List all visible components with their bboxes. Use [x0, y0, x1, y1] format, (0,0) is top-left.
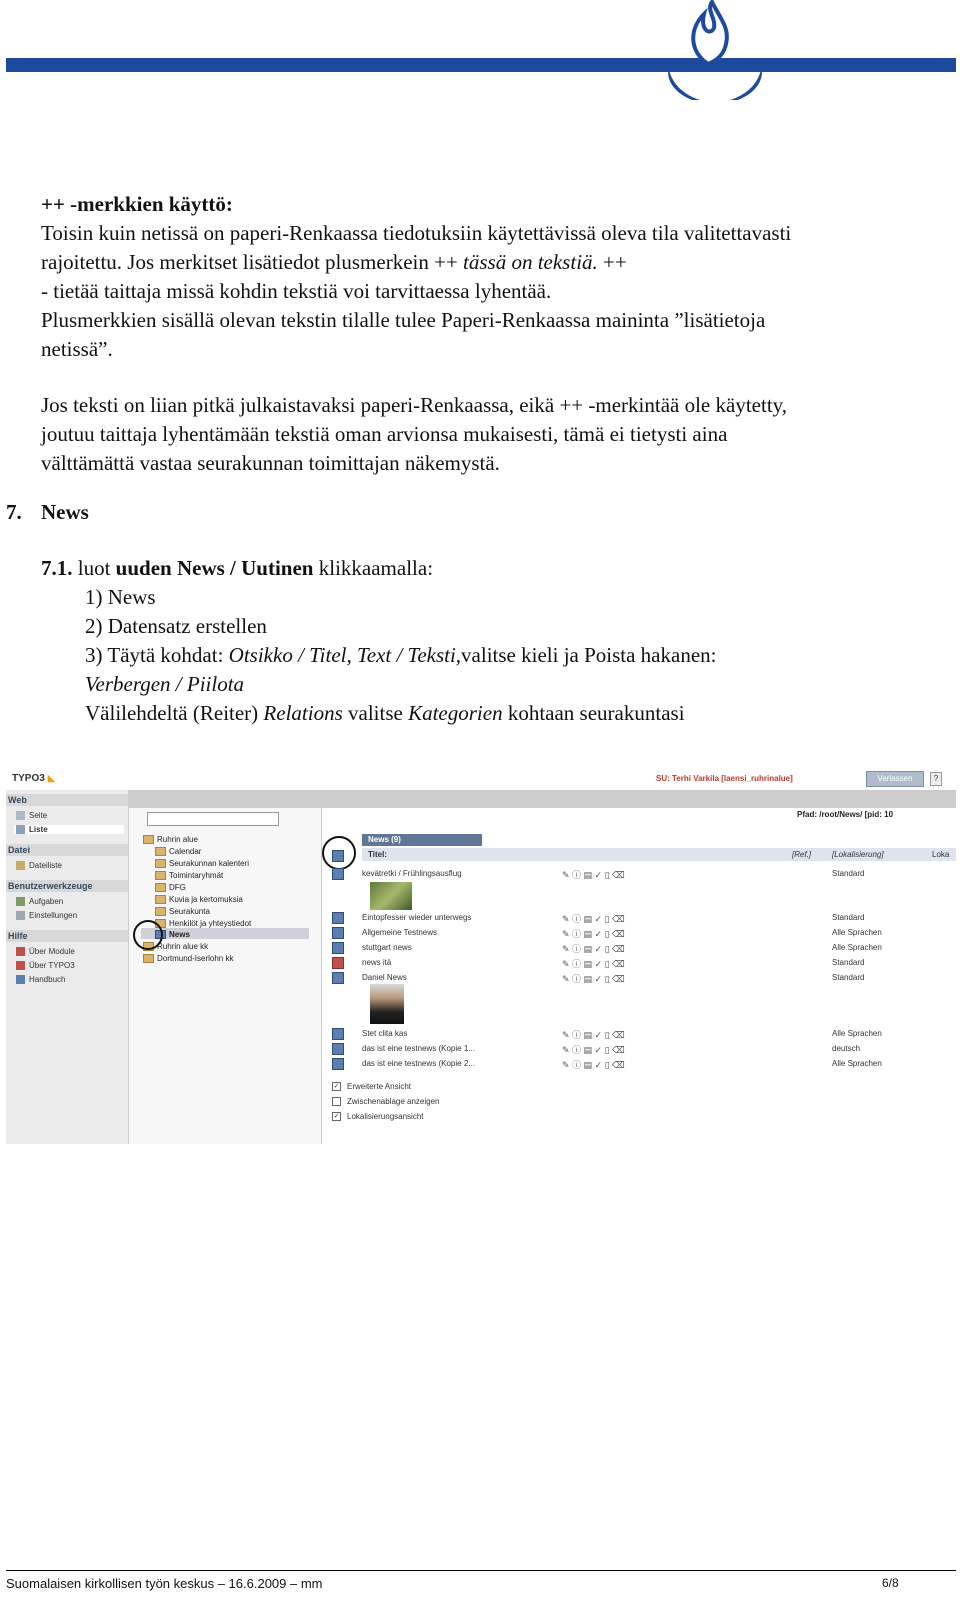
record-title[interactable]: Daniel News [362, 973, 407, 982]
record-language: Standard [832, 869, 865, 878]
menu-group-hilfe[interactable]: Hilfe [8, 931, 28, 941]
folder-icon [155, 907, 166, 916]
folder-icon [155, 883, 166, 892]
subsection-block [41, 554, 941, 728]
module-info-icon [16, 947, 25, 956]
subsection-intro [41, 554, 941, 583]
highlight-circle [322, 836, 356, 870]
folder-icon [143, 954, 154, 963]
folder-icon [143, 835, 154, 844]
text-span: klikkaamalla: [313, 556, 434, 580]
page-icon [16, 811, 25, 820]
record-icon[interactable] [332, 1028, 344, 1040]
record-title[interactable]: das ist eine testnews (Kopie 2... [362, 1059, 475, 1068]
module-menu [6, 790, 129, 1144]
record-actions[interactable]: ✎ ⓘ ▤ ✓ ▯ ⌫ [562, 1045, 625, 1055]
step-item: Verbergen / Piilota [85, 672, 245, 696]
record-title[interactable]: das ist eine testnews (Kopie 1... [362, 1044, 475, 1053]
help-button[interactable]: ? [930, 772, 942, 786]
checkbox-checked-icon: ✓ [333, 1113, 340, 1121]
tree-node[interactable]: Kuvia ja kertomuksia [155, 895, 243, 904]
record-language: Alle Sprachen [832, 928, 882, 937]
menu-item-ueber-module[interactable]: Über Module [16, 947, 75, 956]
record-language: Alle Sprachen [832, 943, 882, 952]
record-list [322, 790, 956, 1144]
text-span: rajoitettu. Jos merkitset lisätiedot plusmerkein ++ [41, 250, 464, 274]
text-span: 3) Täytä kohdat: [85, 643, 229, 667]
record-language: Alle Sprachen [832, 1059, 882, 1068]
italic-span: Otsikko / Titel, Text / Teksti, [228, 643, 462, 667]
list-icon [16, 825, 25, 834]
record-icon[interactable] [332, 912, 344, 924]
footer-text: Suomalaisen kirkollisen työn keskus – 16.6.2009 – mm [6, 1576, 323, 1591]
paragraph-line: - tietää taittaja missä kohdin tekstiä voi tarvittaessa lyhentää. [41, 279, 552, 303]
menu-group-benutzer[interactable]: Benutzerwerkzeuge [8, 881, 93, 891]
tree-node[interactable]: Calendar [155, 847, 201, 856]
option-checkbox[interactable]: ✓ Lokalisierungsansicht [333, 1112, 424, 1121]
document-body [41, 190, 941, 478]
highlight-circle [133, 920, 163, 950]
menu-item-seite[interactable]: Seite [16, 811, 47, 820]
menu-group-datei[interactable]: Datei [8, 845, 31, 855]
page-path: Pfad: /root/News/ [pid: 10 [797, 810, 894, 819]
typo3-screenshot [6, 768, 956, 1144]
tree-node[interactable]: Seurakunnan kalenteri [155, 859, 249, 868]
menu-item-handbuch[interactable]: Handbuch [16, 975, 65, 984]
text-span: Välilehdeltä (Reiter) [85, 701, 264, 725]
record-title[interactable]: stuttgart news [362, 943, 412, 952]
tree-node[interactable]: Toimintaryhmät [155, 871, 223, 880]
typo3-logo: TYPO3 ◣ [12, 773, 56, 784]
tree-node[interactable]: Henkilöt ja yhteystiedot [155, 919, 251, 928]
menu-item-ueber-typo3[interactable]: Über TYPO3 [16, 961, 75, 970]
record-language: Standard [832, 973, 865, 982]
paragraph-line: netissä”. [41, 337, 113, 361]
option-checkbox[interactable]: Zwischenablage anzeigen [332, 1097, 440, 1106]
tree-node[interactable]: Seurakunta [155, 907, 210, 916]
text-span: kohtaan seurakuntasi [502, 701, 685, 725]
paragraph-line: Jos teksti on liian pitkä julkaistavaksi paperi-Renkaassa, eikä ++ -merkintää ole käytetty, [41, 393, 788, 417]
typo3-info-icon [16, 961, 25, 970]
record-actions[interactable]: ✎ ⓘ ▤ ✓ ▯ ⌫ [562, 929, 625, 939]
record-title[interactable]: kevätretki / Frühlingsausflug [362, 869, 462, 878]
text-span: valitse [342, 701, 409, 725]
folder-icon [155, 895, 166, 904]
record-title[interactable]: Stet clita kas [362, 1029, 408, 1038]
bold-span: uuden News / Uutinen [115, 556, 314, 580]
record-actions[interactable]: ✎ ⓘ ▤ ✓ ▯ ⌫ [562, 944, 625, 954]
record-title[interactable]: news itä [362, 958, 392, 967]
record-icon[interactable] [332, 927, 344, 939]
settings-icon [16, 911, 25, 920]
folder-icon [155, 847, 166, 856]
record-icon[interactable] [332, 942, 344, 954]
record-actions[interactable]: ✎ ⓘ ▤ ✓ ▯ ⌫ [562, 914, 625, 924]
menu-item-einstellungen[interactable]: Einstellungen [16, 911, 77, 920]
tree-node[interactable]: DFG [155, 883, 186, 892]
logout-button[interactable]: Verlassen [866, 771, 924, 787]
subsection-number: 7.1. [41, 556, 73, 580]
folder-icon [155, 859, 166, 868]
record-icon[interactable] [332, 1058, 344, 1070]
section-heading: ++ -merkkien käyttö: [41, 192, 233, 216]
tree-node[interactable]: Ruhrin alue kk [143, 942, 208, 951]
tree-filter-input[interactable] [147, 812, 279, 826]
tree-node[interactable]: Dortmund-Iserlohn kk [143, 954, 233, 963]
record-language: Standard [832, 913, 865, 922]
current-user: SU: Terhi Varkila [laensi_ruhrinalue] [656, 774, 793, 783]
section-title: News [41, 500, 89, 524]
folder-icon [155, 871, 166, 880]
text-span: ++ [597, 250, 627, 274]
record-thumbnail [370, 984, 404, 1024]
record-thumbnail [370, 882, 412, 910]
menu-group-web[interactable]: Web [8, 795, 27, 805]
record-title[interactable]: Allgemeine Testnews [362, 928, 438, 937]
paragraph-line: joutuu taittaja lyhentämään tekstiä oman arvionsa mukaisesti, tämä ei tietysti aina [41, 422, 728, 446]
tree-toolbar [129, 790, 321, 808]
step-item: 2) Datensatz erstellen [85, 614, 267, 638]
option-checkbox[interactable]: ✓ Erweiterte Ansicht [333, 1082, 412, 1091]
page-number: 6/8 [882, 1576, 899, 1590]
record-title[interactable]: Eintopfesser wieder unterwegs [362, 913, 472, 922]
hidden-record-icon[interactable] [332, 957, 344, 969]
flame-logo-icon [660, 0, 770, 100]
record-actions[interactable]: ✎ ⓘ ▤ ✓ ▯ ⌫ [562, 870, 625, 880]
record-icon[interactable] [332, 1043, 344, 1055]
text-span: valitse kieli ja Poista hakanen: [461, 643, 717, 667]
step-item: 1) News [85, 585, 156, 609]
footer-rule [6, 1570, 956, 1571]
menu-item-aufgaben[interactable]: Aufgaben [16, 897, 63, 906]
page-tree [129, 790, 322, 1144]
paragraph-line: Toisin kuin netissä on paperi-Renkaassa tiedotuksiin käytettävissä oleva tila valitettavasti [41, 221, 792, 245]
tree-node-news[interactable]: News [155, 930, 190, 939]
record-language: Alle Sprachen [832, 1029, 882, 1038]
typo3-topbar [6, 768, 956, 790]
record-actions[interactable]: ✎ ⓘ ▤ ✓ ▯ ⌫ [562, 1030, 625, 1040]
menu-item-liste[interactable]: Liste [14, 825, 124, 834]
manual-icon [16, 975, 25, 984]
tasks-icon [16, 897, 25, 906]
record-actions[interactable]: ✎ ⓘ ▤ ✓ ▯ ⌫ [562, 1060, 625, 1070]
checkbox-icon [332, 1097, 341, 1106]
record-actions[interactable]: ✎ ⓘ ▤ ✓ ▯ ⌫ [562, 959, 625, 969]
step-item [85, 699, 941, 728]
italic-example: tässä on tekstiä. [463, 250, 598, 274]
checkbox-checked-icon: ✓ [333, 1083, 340, 1091]
table-header: Titel: [Ref.] [Lokalisierung] Loka [362, 848, 956, 861]
paragraph-line [41, 248, 941, 277]
list-toolbar [322, 790, 956, 808]
record-language: Standard [832, 958, 865, 967]
header-band [6, 58, 956, 72]
text-span: luot [72, 556, 116, 580]
file-list-icon [16, 861, 25, 870]
paragraph-line: välttämättä vastaa seurakunnan toimittajan näkemystä. [41, 451, 500, 475]
record-icon[interactable] [332, 868, 344, 880]
italic-span: Relations [263, 701, 343, 725]
table-title: News (9) [362, 834, 482, 846]
paragraph-line: Plusmerkkien sisällä olevan tekstin tilalle tulee Paperi-Renkaassa maininta ”lisätietoja [41, 308, 766, 332]
tree-node[interactable]: Ruhrin alue [143, 835, 198, 844]
record-actions[interactable]: ✎ ⓘ ▤ ✓ ▯ ⌫ [562, 974, 625, 984]
step-item [85, 641, 941, 670]
italic-span: Kategorien [408, 701, 503, 725]
record-language: deutsch [832, 1044, 861, 1053]
menu-item-dateiliste[interactable]: Dateiliste [16, 861, 62, 870]
section-number: 7. [6, 500, 22, 524]
record-icon[interactable] [332, 972, 344, 984]
